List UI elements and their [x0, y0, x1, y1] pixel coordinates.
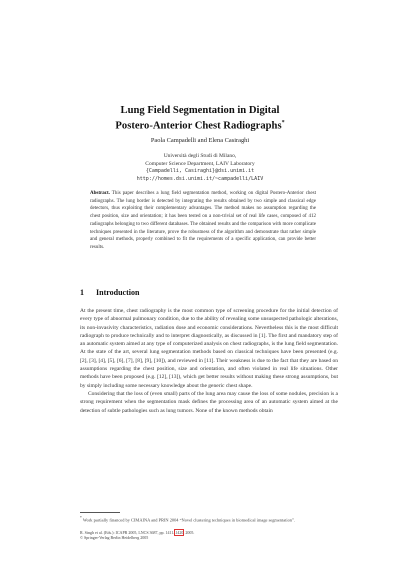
body-text [80, 307, 338, 415]
page-range-link[interactable]: 1420 [175, 530, 184, 535]
university: Università degli Studi di Milano, [163, 153, 237, 159]
paper-title [60, 104, 340, 133]
section-title: Introduction [96, 288, 140, 297]
footnote [80, 515, 338, 523]
para1-text-f: ), which get better results without making these strong assumptions, but by simply including some necessary knowledge about the generic chest shape. [80, 374, 339, 389]
para1-sep: , [104, 357, 108, 364]
abstract-text: This paper describes a lung field segmentation method, working on digital Postero-Anterior chest radiographs. The lung border is detected by integrating the results obtained by two simple and classical edge detectors, thus exploiting their complementary advantages. The method makes no assumption regarding the chest position, size and orientation; it has been tested on a non-trivial set of real life cases, composed of 412 radiographs belonging to two different databases. The obtained results and the comparison with more complicate techniques presented in the literature, prove the robustness of the algorithm and demonstrate that rather simple and general methods, properly combined to fit the requirements of a specific application, can provide better results. [90, 191, 316, 250]
citation-link[interactable]: [4] [98, 357, 105, 364]
para1-text-b: . The first and mandatory step of an automatic system aimed at any type of computerized analysis on chest radiographs, is the lung field segmentation. At the state of the art, several lung segmentation methods based on classical techniques have been presented (e.g. [80, 332, 338, 356]
lab-url[interactable]: http://homes.dsi.unimi.it/~campadelli/LAIV [136, 175, 264, 182]
authors: Paola Campadelli and Elena Casiraghi [150, 137, 250, 144]
para1-sep: , [151, 357, 154, 364]
para1-text-e: . Their weakness is due to the fact that they are based on assumptions regarding the chest position, size and orientation, and often violated in real life situations. Other methods have been proposed (e.g. [80, 357, 339, 381]
abstract [90, 190, 316, 252]
citation-link[interactable]: [11] [204, 357, 214, 364]
title-line-1: Lung Field Segmentation in Digital [120, 105, 280, 116]
citation-link[interactable]: [10] [153, 357, 164, 364]
author-emails: {Campadelli, Casiraghi}@dsi.unimi.it [145, 168, 255, 174]
para1-text-a: At the present time, chest radiography is the most common type of screening procedure for the initial detection of every type of abnormal pulmonary condition, due to the ability of revealing some unsuspected pathologic alterations, its non-invasivity characteristics, radiation dose and economic considerations. Nevertheless this is the most difficult radiograph to produce technically and to interpret diagnostically, as discussed in [80, 308, 338, 339]
paragraph-2: Considering that the loss of (even small) parts of the lung area may cause the loss of some nodules, precision is a strong requirement when the segmentation mask defines the processing area of an automatic system aimed at the detection of subtle pathologies such as lung tumors. None of the known methods obtain [80, 390, 338, 414]
citation-link[interactable]: [6] [116, 357, 124, 364]
department: Computer Science Department, LAIV Laboratory [145, 160, 255, 167]
section-number: 1 [80, 288, 84, 297]
citation-link[interactable]: [9] [144, 357, 152, 364]
citation-link[interactable]: [8] [135, 357, 142, 364]
citation-line-text: R. Singh et al. (Eds.): ICAPR 2005, LNCS 3687, pp. 1411– [80, 530, 176, 535]
para1-text-d: ), and reviewed in [163, 357, 205, 364]
para1-sep: , [123, 357, 127, 364]
title-footnote-mark: * [281, 120, 285, 126]
citation-link[interactable]: [13] [169, 374, 179, 381]
abstract-heading: Abstract. [90, 191, 110, 196]
copyright-line: © Springer-Verlag Berlin Heidelberg 2005 [80, 535, 149, 541]
para1-sep: , [114, 357, 117, 364]
affiliation [60, 153, 340, 183]
bibliographic-info [80, 530, 338, 541]
footnote-mark: * [80, 516, 82, 520]
citation-link[interactable]: [5] [107, 357, 115, 364]
citation-link[interactable]: [7] [126, 357, 133, 364]
para1-sep: , [166, 374, 170, 381]
para1-sep: , [132, 357, 136, 364]
citation-link[interactable]: [3] [89, 357, 96, 364]
paragraph-1 [80, 307, 338, 390]
citation-line-end: , 2005. [183, 530, 195, 535]
footnote-text: Work partially financed by CIMAINA and PRIN 2004 “Novel clustering techniques in biomedical image segmentation”. [82, 517, 296, 523]
para1-sep: , [95, 357, 99, 364]
section-heading [80, 288, 139, 297]
title-line-2 [60, 117, 340, 133]
para1-sep: , [86, 357, 90, 364]
citation-link[interactable]: [2] [80, 357, 87, 364]
title-line-2-text: Postero-Anterior Chest Radiographs [115, 120, 282, 132]
citation-link[interactable]: [12] [157, 374, 167, 381]
citation-link[interactable]: [1] [259, 332, 266, 339]
para1-sep: , [141, 357, 145, 364]
footnote-rule [80, 512, 120, 513]
